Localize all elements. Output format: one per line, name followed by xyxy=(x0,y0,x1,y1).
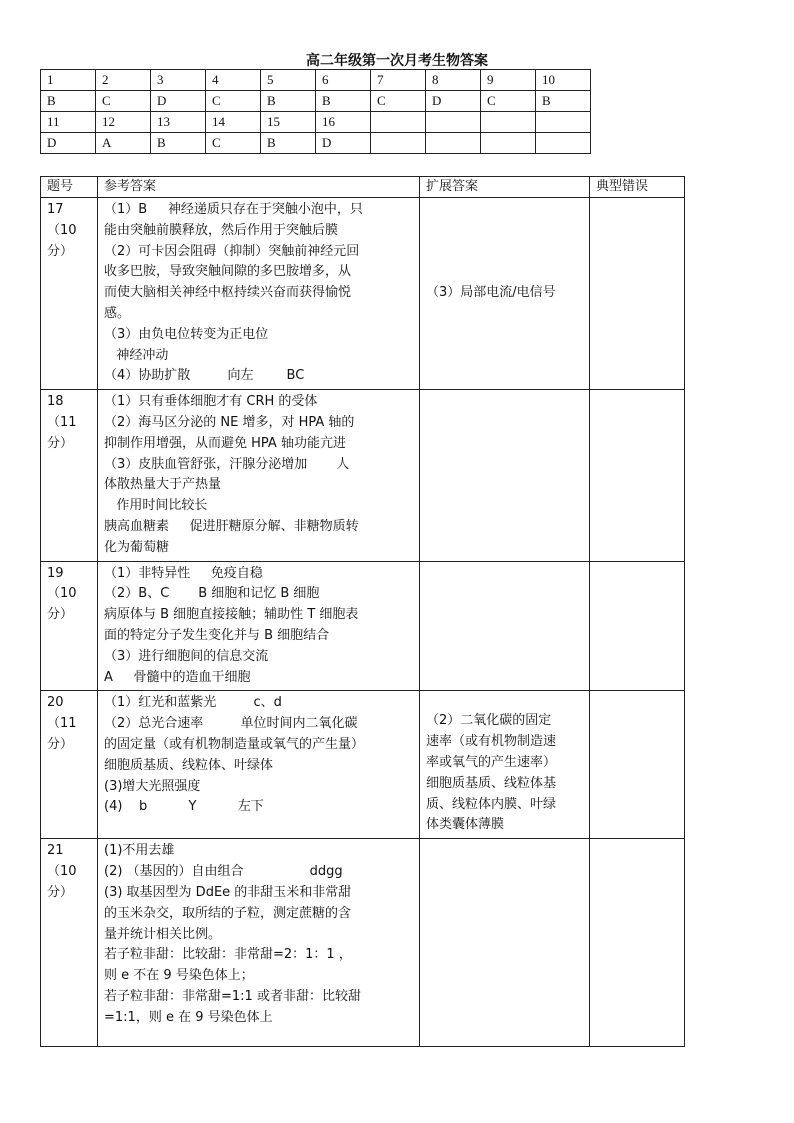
answer-letter-cell: B xyxy=(316,91,371,112)
question-number-row xyxy=(41,70,591,91)
reference-answer-cell xyxy=(98,839,420,1047)
answer-letter-cell: C xyxy=(481,91,536,112)
answer-letter-cell: B xyxy=(151,133,206,154)
extended-answer-cell xyxy=(420,390,590,561)
typical-error-cell xyxy=(590,390,685,561)
reference-answer-line: 体散热量大于产热量 xyxy=(104,477,222,493)
answer-row xyxy=(41,561,685,691)
answer-letter-cell: D xyxy=(316,133,371,154)
reference-answer-line: （1）只有垂体细胞才有 CRH 的受体 xyxy=(104,394,318,410)
question-label-line: （10 xyxy=(47,222,77,238)
typical-error-cell xyxy=(590,561,685,691)
answer-header-row xyxy=(41,177,685,198)
extended-answer-line: 质、线粒体内膜、叶绿 xyxy=(426,796,557,812)
question-label-line: 17 xyxy=(47,202,64,217)
reference-answer-line: 胰高血糖素 促进肝糖原分解、非糖物质转 xyxy=(104,518,359,534)
header-question-number: 题号 xyxy=(41,177,98,198)
question-number-cell: 15 xyxy=(261,112,316,133)
extended-answer-line: 体类囊体薄膜 xyxy=(426,817,505,833)
question-number-cell xyxy=(41,198,98,390)
reference-answer-line: （1）非特异性 免疫自稳 xyxy=(104,565,263,581)
reference-answer-line: 细胞质基质、线粒体、叶绿体 xyxy=(104,757,274,773)
reference-answer-line: 量并统计相关比例。 xyxy=(104,926,222,942)
reference-answer-line: （4）协助扩散 向左 BC xyxy=(104,368,305,384)
reference-answer-line: （3）皮肤血管舒张，汗腺分泌增加 人 xyxy=(104,456,350,472)
answer-letter-cell: B xyxy=(536,91,591,112)
question-number-cell: 9 xyxy=(481,70,536,91)
answer-letter-cell: B xyxy=(261,133,316,154)
reference-answer-line: 的固定量（或有机物制造量或氧气的产生量） xyxy=(104,736,365,752)
question-label-line: 18 xyxy=(47,394,64,410)
reference-answer-line: 化为葡萄糖 xyxy=(104,539,170,555)
reference-answer-line: 能由突触前膜释放，然后作用于突触后膜 xyxy=(104,222,339,238)
reference-answer-line: （2）海马区分泌的 NE 增多，对 HPA 轴的 xyxy=(104,414,355,430)
question-label-line: 19 xyxy=(47,565,64,581)
answer-row xyxy=(41,198,685,390)
question-label-line: 分） xyxy=(47,607,74,623)
reference-answer-line: （1）红光和蓝紫光 c、d xyxy=(104,695,282,711)
question-number-cell xyxy=(536,112,591,133)
reference-answer-line: 收多巴胺，导致突触间隙的多巴胺增多，从 xyxy=(104,264,352,280)
question-label-line: 分） xyxy=(47,884,74,900)
reference-answer-line: 面的特定分子发生变化并与 B 细胞结合 xyxy=(104,627,330,643)
answer-letter-cell xyxy=(371,133,426,154)
reference-answer-cell xyxy=(98,198,420,390)
extended-answer-cell xyxy=(420,198,590,390)
reference-answer-line: 的玉米杂交，取所结的子粒，测定蔗糖的含 xyxy=(104,905,352,921)
reference-answer-line: （1）B 神经递质只存在于突触小泡中，只 xyxy=(104,202,363,217)
header-reference-answer: 参考答案 xyxy=(98,177,420,198)
header-extended-answer: 扩展答案 xyxy=(420,177,590,198)
question-number-cell: 12 xyxy=(96,112,151,133)
reference-answer-line: （3）由负电位转变为正电位 xyxy=(104,326,269,342)
question-label-line: 分） xyxy=(47,435,74,451)
typical-error-cell xyxy=(590,839,685,1047)
answer-letter-cell: C xyxy=(206,133,261,154)
reference-answer-line: (4) b Y 左下 xyxy=(104,799,264,815)
reference-answer-line: （2）总光合速率 单位时间内二氧化碳 xyxy=(104,716,358,732)
question-number-cell: 1 xyxy=(41,70,96,91)
question-number-cell: 16 xyxy=(316,112,371,133)
question-number-cell xyxy=(426,112,481,133)
reference-answer-line: (1)不用去雄 xyxy=(104,843,175,859)
extended-answer-line: 率或氧气的产生速率） xyxy=(426,754,557,770)
extended-answer-cell xyxy=(420,839,590,1047)
question-number-cell xyxy=(41,390,98,561)
question-number-cell: 8 xyxy=(426,70,481,91)
answer-row xyxy=(41,390,685,561)
reference-answer-line: 而使大脑相关神经中枢持续兴奋而获得愉悦 xyxy=(104,285,352,301)
reference-answer-line: 神经冲动 xyxy=(104,347,169,363)
typical-error-cell xyxy=(590,691,685,839)
question-number-cell xyxy=(41,691,98,839)
reference-answer-line: 抑制作用增强，从而避免 HPA 轴功能亢进 xyxy=(104,435,346,451)
question-number-cell: 11 xyxy=(41,112,96,133)
question-number-cell: 10 xyxy=(536,70,591,91)
answer-letter-cell xyxy=(426,133,481,154)
answer-letter-cell xyxy=(536,133,591,154)
question-number-cell xyxy=(41,561,98,691)
reference-answer-line: (3)增大光照强度 xyxy=(104,778,201,794)
question-label-line: 20 xyxy=(47,695,64,711)
reference-answer-line: A 骨髓中的造血干细胞 xyxy=(104,669,251,685)
question-label-line: （10 xyxy=(47,864,77,880)
extended-answer-cell xyxy=(420,561,590,691)
page-title: 高二年级第一次月考生物答案 xyxy=(306,53,488,69)
reference-answer-cell xyxy=(98,691,420,839)
answer-letter-cell: D xyxy=(426,91,481,112)
reference-answer-line: （2）可卡因会阻碍（抑制）突触前神经元回 xyxy=(104,243,360,259)
question-label-line: 分） xyxy=(47,243,74,259)
answer-letter-cell: C xyxy=(206,91,261,112)
answer-letter-cell: C xyxy=(371,91,426,112)
question-label-line: （10 xyxy=(47,586,77,602)
question-number-cell: 4 xyxy=(206,70,261,91)
reference-answer-line: 作用时间比较长 xyxy=(104,498,208,514)
answer-letter-cell: A xyxy=(96,133,151,154)
reference-answer-line: 则 e 不在 9 号染色体上； xyxy=(104,968,254,984)
answer-row xyxy=(41,839,685,1047)
question-label-line: 21 xyxy=(47,843,64,859)
question-number-cell: 5 xyxy=(261,70,316,91)
answer-letter-cell: D xyxy=(151,91,206,112)
reference-answer-line: (2) （基因的）自由组合 ddgg xyxy=(104,864,343,880)
reference-answer-line: =1:1，则 e 在 9 号染色体上 xyxy=(104,1009,273,1025)
reference-answer-line: （3）进行细胞间的信息交流 xyxy=(104,648,269,664)
question-number-cell: 2 xyxy=(96,70,151,91)
answer-letter-cell: B xyxy=(261,91,316,112)
header-typical-error: 典型错误 xyxy=(590,177,685,198)
reference-answer-line: 若子粒非甜：非常甜=1:1 或者非甜：比较甜 xyxy=(104,988,361,1004)
answer-letter-cell: C xyxy=(96,91,151,112)
question-label-line: 分） xyxy=(47,736,74,752)
extended-answer-line: 速率（或有机物制造速 xyxy=(426,734,557,750)
reference-answer-line: 若子粒非甜：比较甜：非常甜=2：1：1 ， xyxy=(104,947,352,963)
answer-row xyxy=(41,691,685,839)
answer-detail-table xyxy=(40,176,685,1047)
question-number-cell: 6 xyxy=(316,70,371,91)
reference-answer-cell xyxy=(98,390,420,561)
reference-answer-line: 感。 xyxy=(104,305,131,321)
question-number-cell: 14 xyxy=(206,112,261,133)
question-number-cell: 7 xyxy=(371,70,426,91)
question-number-row xyxy=(41,112,591,133)
question-number-cell xyxy=(481,112,536,133)
answer-letter-cell: D xyxy=(41,133,96,154)
answer-letter-row xyxy=(41,133,591,154)
question-number-cell xyxy=(371,112,426,133)
reference-answer-line: 病原体与 B 细胞直接接触；辅助性 T 细胞表 xyxy=(104,607,359,623)
multiple-choice-answer-table xyxy=(40,69,591,154)
extended-answer-line: 细胞质基质、线粒体基 xyxy=(426,775,557,791)
question-number-cell: 3 xyxy=(151,70,206,91)
question-label-line: （11 xyxy=(47,414,77,430)
answer-letter-cell: B xyxy=(41,91,96,112)
reference-answer-cell xyxy=(98,561,420,691)
extended-answer-cell xyxy=(420,691,590,839)
answer-letter-row xyxy=(41,91,591,112)
extended-answer-line: （3）局部电流/电信号 xyxy=(426,285,556,301)
reference-answer-line: (3) 取基因型为 DdEe 的非甜玉米和非常甜 xyxy=(104,884,352,900)
answer-letter-cell xyxy=(481,133,536,154)
question-number-cell: 13 xyxy=(151,112,206,133)
typical-error-cell xyxy=(590,198,685,390)
question-label-line: （11 xyxy=(47,716,77,732)
reference-answer-line: （2）B、C B 细胞和记忆 B 细胞 xyxy=(104,586,320,602)
question-number-cell xyxy=(41,839,98,1047)
extended-answer-line: （2）二氧化碳的固定 xyxy=(426,713,552,729)
